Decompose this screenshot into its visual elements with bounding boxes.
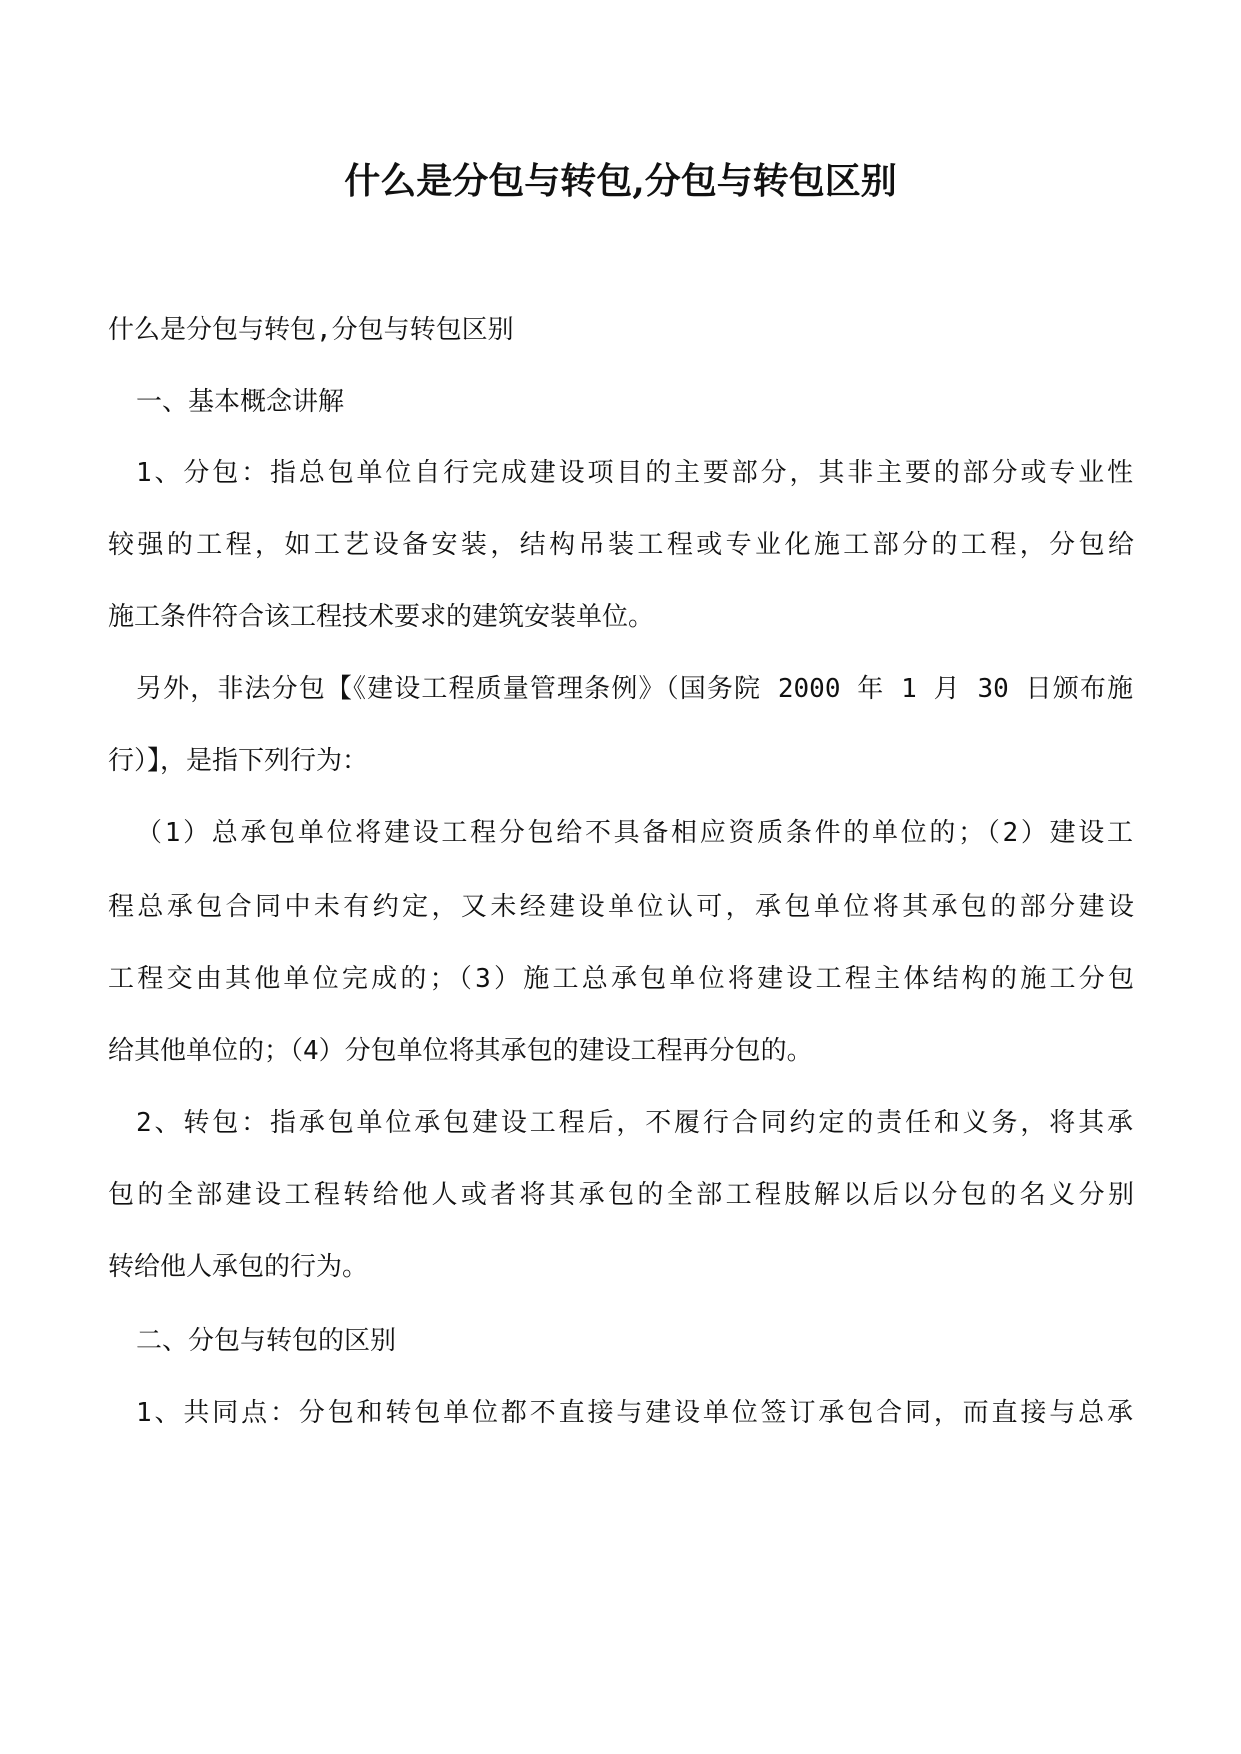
section-heading-2: 二、分包与转包的区别	[136, 1326, 397, 1356]
paragraph-line: 1、共同点：分包和转包单位都不直接与建设单位签订承包合同，而直接与总承	[136, 1398, 1133, 1428]
paragraph-line: 给其他单位的；（4）分包单位将其承包的建设工程再分包的。	[108, 1036, 813, 1066]
paragraph-line: 转给他人承包的行为。	[108, 1252, 369, 1282]
section-heading-1: 一、基本概念讲解	[136, 387, 345, 417]
paragraph-line: 包的全部建设工程转给他人或者将其承包的全部工程肢解以后以分包的名义分别	[108, 1180, 1134, 1210]
paragraph-line: 工程交由其他单位完成的；（3）施工总承包单位将建设工程主体结构的施工分包	[108, 964, 1134, 994]
paragraph-line: （1）总承包单位将建设工程分包给不具备相应资质条件的单位的；（2）建设工	[136, 818, 1133, 848]
document-title: 什么是分包与转包,分包与转包区别	[344, 160, 897, 202]
paragraph-line: 1、分包：指总包单位自行完成建设项目的主要部分，其非主要的部分或专业性	[136, 458, 1133, 488]
paragraph-line: 2、转包：指承包单位承包建设工程后，不履行合同约定的责任和义务，将其承	[136, 1108, 1133, 1138]
paragraph-line: 行）】，是指下列行为：	[108, 746, 369, 776]
paragraph-line: 较强的工程，如工艺设备安装，结构吊装工程或专业化施工部分的工程，分包给	[108, 530, 1134, 560]
subtitle-line: 什么是分包与转包,分包与转包区别	[108, 315, 514, 345]
paragraph-line: 程总承包合同中未有约定，又未经建设单位认可，承包单位将其承包的部分建设	[108, 892, 1134, 922]
paragraph-line: 施工条件符合该工程技术要求的建筑安装单位。	[108, 602, 655, 632]
paragraph-line: 另外，非法分包【《建设工程质量管理条例》（国务院 2000 年 1 月 30 日颁布施	[136, 674, 1133, 704]
